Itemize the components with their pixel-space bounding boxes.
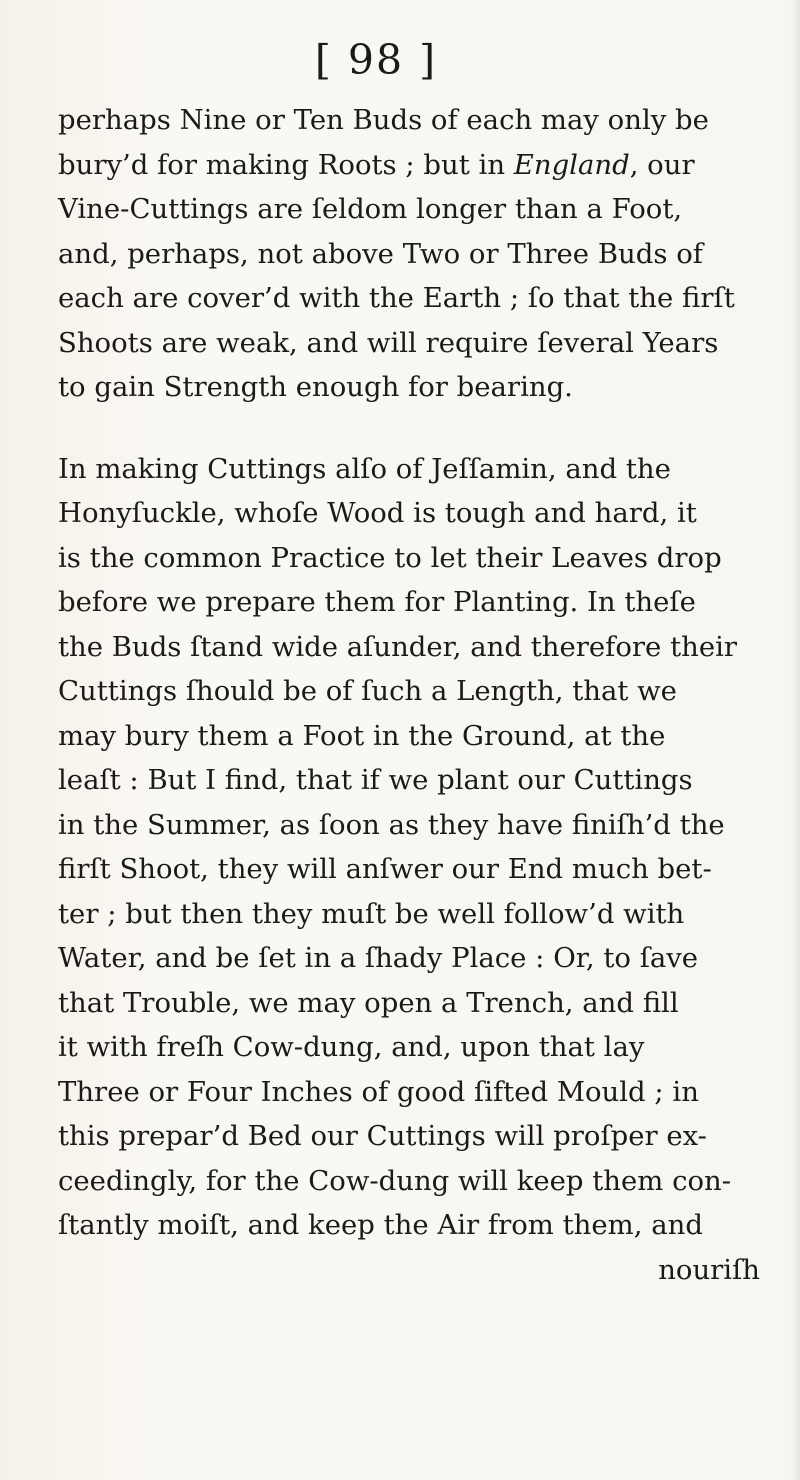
text-line: Water, and be ſet in a ſhady Place : Or, to ſave [58, 942, 699, 974]
text-line: it with freſh Cow-dung, and, upon that lay [58, 1031, 645, 1063]
text-line: and, perhaps, not above Two or Three Buds of [58, 237, 703, 270]
text-line: to gain Strength enough for bearing. [58, 371, 573, 403]
text-line: the Buds ſtand wide aſunder, and therefore their [58, 630, 738, 663]
text-line: is the common Practice to let their Leaves drop [58, 541, 722, 574]
page-number: [ 98 ] [314, 36, 438, 84]
text-line: In making Cuttings alſo of Jeſſamin, and the [58, 452, 671, 485]
text-line: ter ; but then they muſt be well follow’d with [58, 897, 685, 930]
text-line: before we prepare them for Planting. In theſe [58, 586, 696, 618]
text-line: Shoots are weak, and will require ſeveral Years [58, 326, 719, 359]
paragraph-gap [58, 410, 764, 447]
text-line: each are cover’d with the Earth ; ſo that the firſt [58, 282, 735, 314]
catchword: nouriſh [658, 1253, 760, 1286]
text-line: Three or Four Inches of good ſifted Mould ; in [58, 1075, 699, 1108]
text-line: perhaps Nine or Ten Buds of each may only be [58, 104, 709, 136]
paragraph-1 [58, 98, 764, 410]
italic-place-name: England [513, 148, 630, 181]
text-line: Vine-Cuttings are ſeldom longer than a Foot, [58, 193, 683, 225]
text-line: Honyſuckle, whoſe Wood is tough and hard, it [58, 497, 697, 529]
text-line: Cuttings ſhould be of ſuch a Length, that we [58, 675, 677, 707]
text-line: ſtantly moiſt, and keep the Air from them, and [58, 1209, 703, 1241]
text-line: ceedingly, for the Cow-dung will keep them con- [58, 1164, 732, 1197]
text-line: this prepar’d Bed our Cuttings will proſper ex- [58, 1120, 707, 1152]
text-line: may bury them a Foot in the Ground, at the [58, 719, 666, 752]
text-line: leaſt : But I find, that if we plant our Cuttings [58, 764, 693, 796]
text-line: in the Summer, as ſoon as they have finiſh’d the [58, 808, 725, 841]
text-line: that Trouble, we may open a Trench, and fill [58, 986, 679, 1019]
text-line: bury’d for making Roots ; but in England, our [58, 148, 695, 181]
paragraph-2 [58, 447, 764, 1293]
text-line: firſt Shoot, they will anſwer our End much bet- [58, 853, 712, 885]
page-edge-shadow [790, 0, 800, 1480]
